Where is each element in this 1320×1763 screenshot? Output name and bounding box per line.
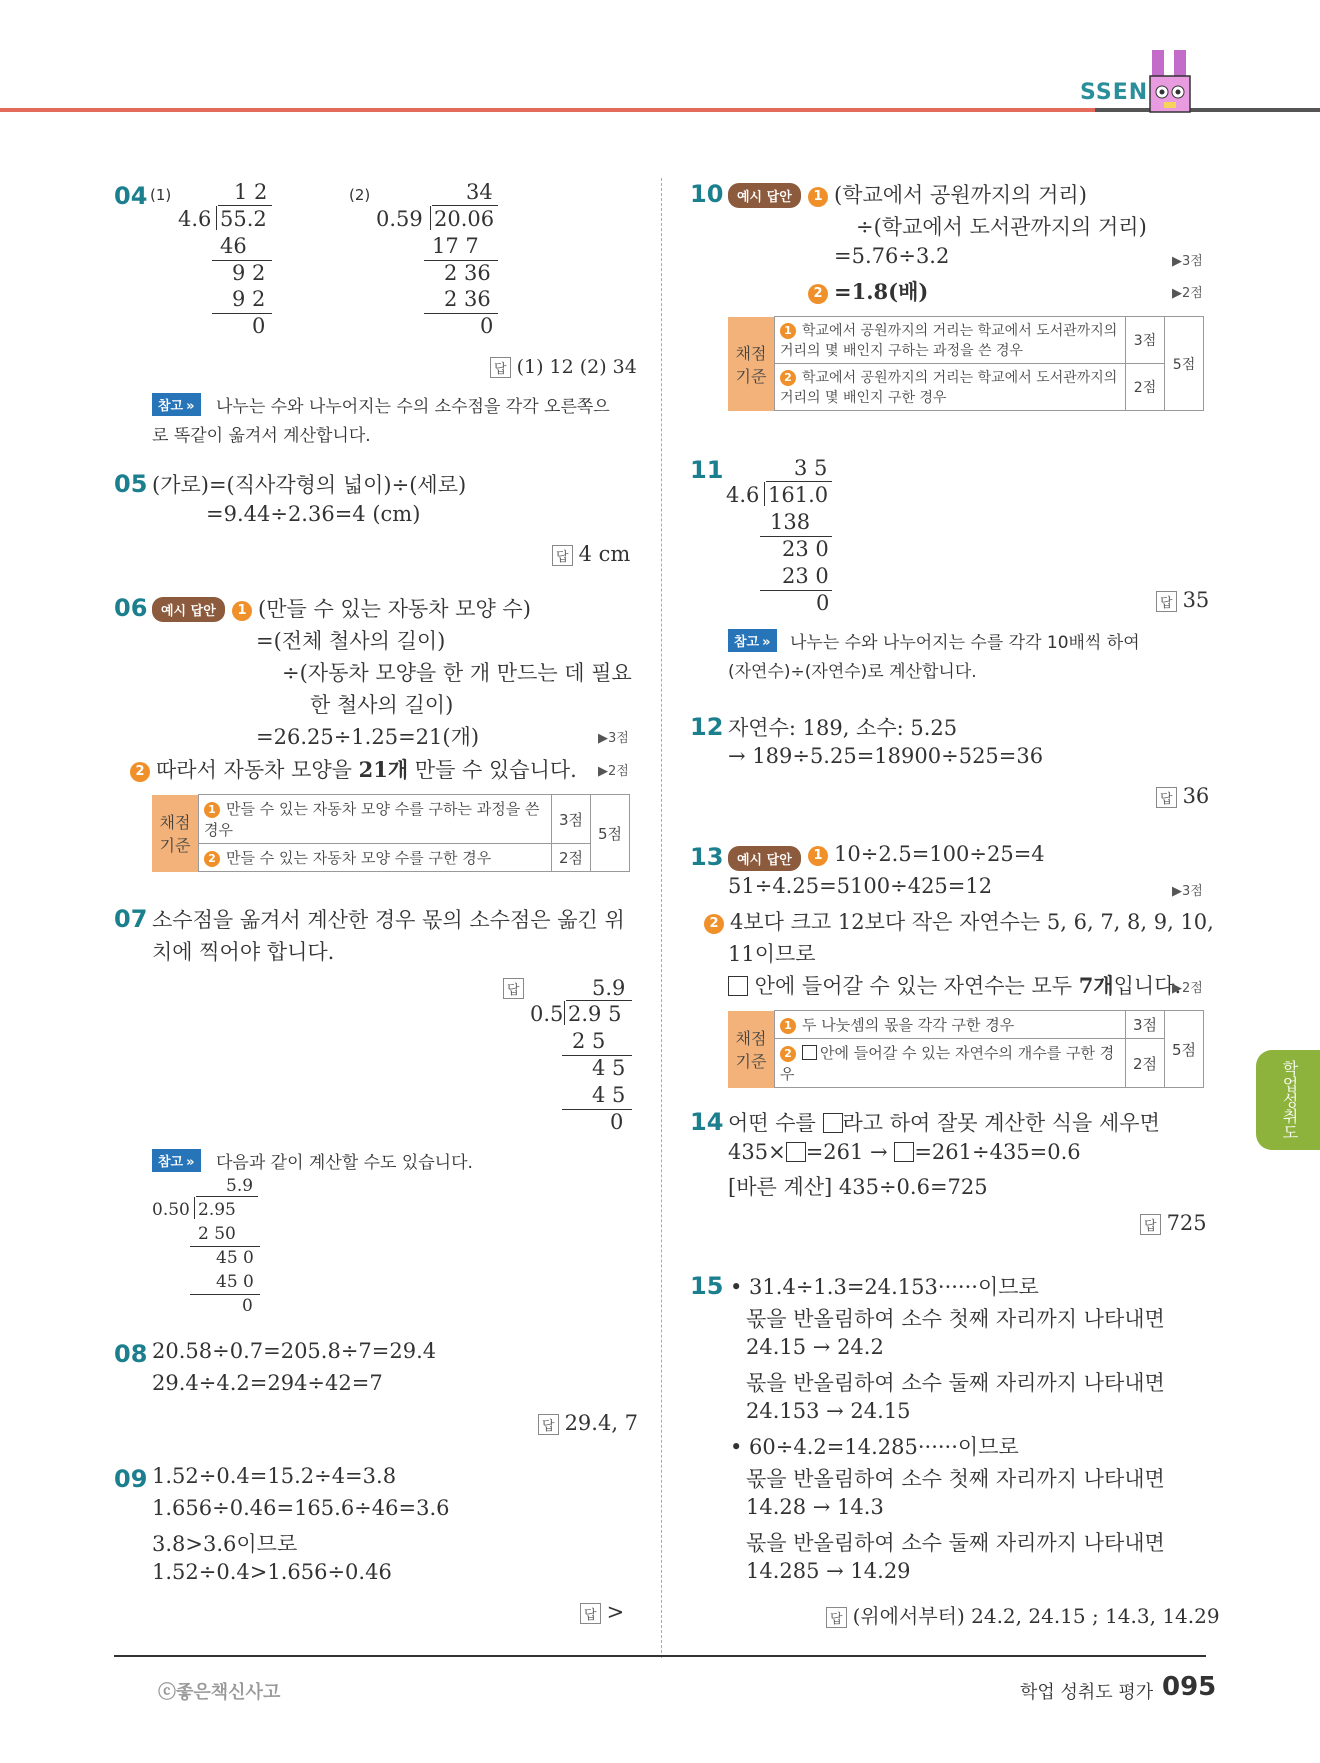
total-points: 5점 xyxy=(1165,1011,1204,1088)
criterion: 2 안에 들어갈 수 있는 자연수의 개수를 구한 경우 xyxy=(775,1039,1126,1088)
remainder-row: 0 xyxy=(610,1110,624,1134)
note-text: 나누는 수와 나누어지는 수를 각각 10배씩 하여 xyxy=(790,633,1140,653)
question-number: 07 xyxy=(114,905,148,933)
division-bar xyxy=(196,1196,258,1197)
solution-line: → 189÷5.25=18900÷525=36 xyxy=(728,744,1044,768)
scoring-table xyxy=(728,1010,1204,1088)
solution-line: 11이므로 xyxy=(728,942,816,966)
points: ▶2점 xyxy=(598,764,629,779)
remainder-row: 17 7 xyxy=(432,234,479,258)
answer-value: > xyxy=(606,1600,625,1624)
points: ▶2점 xyxy=(1172,286,1203,301)
question-number: 12 xyxy=(690,713,724,741)
footer-rule xyxy=(114,1655,1206,1657)
dividend: 2.95 xyxy=(198,1200,236,1220)
quotient: 34 xyxy=(466,180,493,204)
rule xyxy=(190,1294,260,1295)
answer xyxy=(538,1411,638,1435)
mascot-icon xyxy=(1146,44,1206,120)
text: 안에 들어갈 수 있는 자연수는 모두 xyxy=(748,974,1079,998)
text: 21개 xyxy=(358,757,409,782)
remainder-row: 2 50 xyxy=(198,1224,236,1244)
answer-label: 답 xyxy=(490,357,511,378)
text: 따라서 자동차 모양을 xyxy=(156,758,359,782)
divisor: 0.59 xyxy=(376,207,423,231)
solution-line: =(전체 철사의 길이) xyxy=(256,629,446,653)
divisor: 0.50 xyxy=(152,1200,190,1220)
answer xyxy=(1140,1211,1207,1235)
solution-line xyxy=(808,179,1087,209)
page-number: 095 xyxy=(1162,1672,1217,1702)
solution-line xyxy=(728,970,1181,1000)
solution-line: 20.58÷0.7=205.8÷7=29.4 xyxy=(152,1339,437,1363)
points: ▶3점 xyxy=(598,731,629,746)
question-number: 10 xyxy=(690,180,724,208)
remainder-row: 4 5 xyxy=(592,1056,626,1080)
note-text: 나누는 수와 나누어지는 수의 소수점을 각각 오른쪽으 xyxy=(216,397,610,417)
blank-box-icon xyxy=(823,1113,843,1133)
points: ▶3점 xyxy=(1172,254,1203,269)
step-1-icon: 1 xyxy=(808,846,828,866)
text: 7개 xyxy=(1078,973,1114,998)
scoring-label: 채점 기준 xyxy=(728,1011,775,1088)
answer-label: 답 xyxy=(1156,787,1177,808)
step-2-icon: 2 xyxy=(130,762,150,782)
text: 두 나눗셈의 몫을 각각 구한 경우 xyxy=(802,1016,1015,1034)
blank-box-icon xyxy=(802,1045,817,1060)
solution-line: 51÷4.25=5100÷425=12 xyxy=(728,874,993,898)
step-2-icon: 2 xyxy=(808,284,828,304)
answer-label: 답 xyxy=(826,1607,847,1628)
remainder-row: 46 xyxy=(220,234,247,258)
section-title: 학업 성취도 평가 xyxy=(1020,1682,1154,1703)
text: (학교에서 공원까지의 거리) xyxy=(834,183,1087,207)
text: 어떤 수를 xyxy=(728,1111,823,1135)
answer-value: 29.4, 7 xyxy=(564,1411,639,1435)
note-text: 로 똑같이 옮겨서 계산합니다. xyxy=(152,426,371,446)
publisher-name: ⓒ좋은책신사고 xyxy=(158,1682,281,1703)
solution-line: [바른 계산] 435÷0.6=725 xyxy=(728,1175,988,1199)
answer-label: 답 xyxy=(580,1603,601,1624)
question-number: 04 xyxy=(114,182,148,210)
solution-line xyxy=(808,276,928,306)
part-label: (1) xyxy=(150,186,172,204)
text: 안에 들어갈 수 있는 자연수의 개수를 구한 경우 xyxy=(780,1044,1115,1083)
quotient: 3 5 xyxy=(794,456,828,480)
remainder-row: 4 5 xyxy=(592,1083,626,1107)
scoring-label: 채점 기준 xyxy=(152,795,199,872)
solution-line: 몫을 반올림하여 소수 둘째 자리까지 나타내면 xyxy=(746,1371,1165,1395)
solution-line: 1.52÷0.4>1.656÷0.46 xyxy=(152,1560,392,1584)
step-1-icon: 1 xyxy=(232,601,252,621)
dividend: 55.2 xyxy=(220,207,267,231)
remainder-row: 0 xyxy=(252,314,266,338)
answer xyxy=(826,1600,1220,1629)
answer-label: 답 xyxy=(552,545,573,566)
text: 만들 수 있는 자동차 모양 수를 구하는 과정을 쓴 경우 xyxy=(204,800,540,839)
text: 만들 수 있는 자동차 모양 수를 구한 경우 xyxy=(226,849,492,867)
total-points: 5점 xyxy=(591,795,630,872)
criterion: 1 두 나눗셈의 몫을 각각 구한 경우 xyxy=(775,1011,1126,1039)
quotient: 1 2 xyxy=(234,180,268,204)
criterion-points: 2점 xyxy=(1126,364,1165,411)
answer xyxy=(490,354,637,378)
solution-line: 자연수: 189, 소수: 5.25 xyxy=(728,716,958,740)
remainder-row: 0 xyxy=(480,314,494,338)
division-bar xyxy=(766,481,832,482)
remainder-row: 45 0 xyxy=(216,1248,254,1268)
solution-line: 24.15 → 24.2 xyxy=(746,1335,884,1359)
remainder-row: 23 0 xyxy=(782,564,829,588)
remainder-row: 23 0 xyxy=(782,537,829,561)
answer-value: 725 xyxy=(1166,1211,1207,1235)
question-number: 09 xyxy=(114,1465,148,1493)
points: ▶2점 xyxy=(1172,981,1203,996)
solution-line: 몫을 반올림하여 소수 첫째 자리까지 나타내면 xyxy=(746,1307,1165,1331)
dividend: 20.06 xyxy=(434,207,495,231)
answer xyxy=(1156,588,1209,612)
question-number: 11 xyxy=(690,456,724,484)
answer xyxy=(552,542,630,566)
scoring-table xyxy=(728,316,1204,411)
division-bracket xyxy=(430,206,431,230)
solution-line: ÷(자동차 모양을 한 개 만드는 데 필요 xyxy=(282,661,632,685)
criterion-points: 2점 xyxy=(1126,1039,1165,1088)
solution-line: 몫을 반올림하여 소수 첫째 자리까지 나타내면 xyxy=(746,1467,1165,1491)
quotient: 5.9 xyxy=(226,1176,254,1196)
blank-box-icon xyxy=(728,976,748,996)
divisor: 0.5 xyxy=(530,1002,564,1026)
note-label: 참고 » xyxy=(728,629,777,652)
solution-line: 1.656÷0.46=165.6÷46=3.6 xyxy=(152,1496,450,1520)
header-rule-dark xyxy=(1095,108,1320,112)
text: (만들 수 있는 자동차 모양 수) xyxy=(258,597,531,621)
criterion: 2 학교에서 공원까지의 거리는 학교에서 도서관까지의 거리의 몇 배인지 구한 경우 xyxy=(775,364,1126,411)
solution-line: • 60÷4.2=14.285······이므로 xyxy=(730,1435,1019,1459)
criterion-points: 3점 xyxy=(1126,317,1165,364)
example-answer-badge: 예시 답안 xyxy=(152,597,225,622)
question-number: 08 xyxy=(114,1340,148,1368)
solution-line xyxy=(704,906,1214,936)
solution-line xyxy=(728,1139,1081,1164)
points: ▶3점 xyxy=(1172,884,1203,899)
note-label: 참고 » xyxy=(152,393,201,416)
solution-line: =9.44÷2.36=4 (cm) xyxy=(206,502,421,526)
brand-logo: SSEN xyxy=(1080,80,1149,105)
part-label: (2) xyxy=(349,186,371,204)
remainder-row: 0 xyxy=(242,1296,253,1316)
solution-line xyxy=(130,754,577,784)
scoring-label: 채점 기준 xyxy=(728,317,775,411)
criterion-points: 3점 xyxy=(552,795,591,844)
remainder-row: 0 xyxy=(816,591,830,615)
example-answer-badge: 예시 답안 xyxy=(728,183,801,208)
answer-label: 답 xyxy=(503,978,524,999)
solution-line: 24.153 → 24.15 xyxy=(746,1399,911,1423)
text: 입니다. xyxy=(1113,974,1182,998)
solution-line: 1.52÷0.4=15.2÷4=3.8 xyxy=(152,1464,397,1488)
text: 학교에서 공원까지의 거리는 학교에서 도서관까지의 거리의 몇 배인지 구한 경우 xyxy=(780,370,1118,406)
answer-label: 답 xyxy=(1156,591,1177,612)
solution-line: (가로)=(직사각형의 넓이)÷(세로) xyxy=(152,473,467,497)
dividend: 161.0 xyxy=(768,483,829,507)
solution-line xyxy=(232,593,531,623)
text: 435× xyxy=(728,1140,786,1164)
answer-label: 답 xyxy=(538,1414,559,1435)
solution-line: 3.8>3.6이므로 xyxy=(152,1532,298,1556)
question-number: 15 xyxy=(690,1272,724,1300)
solution-line: =5.76÷3.2 xyxy=(834,244,950,268)
solution-line: • 31.4÷1.3=24.153······이므로 xyxy=(730,1275,1039,1299)
remainder-row: 2 36 xyxy=(444,287,491,311)
dividend: 2.9 5 xyxy=(568,1002,622,1026)
criterion: 2 만들 수 있는 자동차 모양 수를 구한 경우 xyxy=(199,844,552,872)
solution-line: 14.28 → 14.3 xyxy=(746,1495,884,1519)
section-side-tab[interactable] xyxy=(1256,1050,1320,1150)
remainder-row: 9 2 xyxy=(232,261,266,285)
division-bar xyxy=(566,1000,632,1001)
remainder-row: 2 36 xyxy=(444,261,491,285)
remainder-row: 138 xyxy=(770,510,811,534)
solution-line xyxy=(728,1107,1160,1137)
total-points: 5점 xyxy=(1165,317,1204,411)
text: =261 → xyxy=(805,1140,895,1164)
column-separator xyxy=(661,178,662,1658)
scoring-table xyxy=(152,794,630,872)
solution-line: ÷(학교에서 도서관까지의 거리) xyxy=(856,215,1147,239)
blank-box-icon xyxy=(894,1142,914,1162)
solution-line: 몫을 반올림하여 소수 둘째 자리까지 나타내면 xyxy=(746,1531,1165,1555)
step-1-icon: 1 xyxy=(808,187,828,207)
answer-value: (1) 12 (2) 34 xyxy=(516,356,637,378)
text: 만들 수 있습니다. xyxy=(408,758,577,782)
answer xyxy=(580,1600,624,1624)
solution-line: 29.4÷4.2=294÷42=7 xyxy=(152,1371,383,1395)
division-bracket xyxy=(194,1197,195,1219)
criterion-points: 3점 xyxy=(1126,1011,1165,1039)
remainder-row: 9 2 xyxy=(232,287,266,311)
division-bracket xyxy=(564,1001,565,1025)
question-number: 13 xyxy=(690,843,724,871)
criterion: 1 학교에서 공원까지의 거리는 학교에서 도서관까지의 거리의 몇 배인지 구하는 과정을 쓴 경우 xyxy=(775,317,1126,364)
text: 10÷2.5=100÷25=4 xyxy=(834,842,1045,866)
answer xyxy=(1156,784,1209,808)
remainder-row: 45 0 xyxy=(216,1272,254,1292)
answer-label: 답 xyxy=(1140,1214,1161,1235)
note-text: 다음과 같이 계산할 수도 있습니다. xyxy=(216,1153,473,1173)
solution-line: 14.285 → 14.29 xyxy=(746,1559,911,1583)
division-bar xyxy=(218,205,272,206)
quotient: 5.9 xyxy=(592,976,626,1000)
answer-value: 35 xyxy=(1182,588,1210,612)
example-answer-badge: 예시 답안 xyxy=(728,846,801,871)
remainder-row: 2 5 xyxy=(572,1029,606,1053)
blank-box-icon xyxy=(786,1142,806,1162)
side-tab-label: 학업성취도 xyxy=(1280,1060,1299,1140)
question-number: 14 xyxy=(690,1108,724,1136)
solution-line: 한 철사의 길이) xyxy=(310,693,454,717)
note-label: 참고 » xyxy=(152,1149,201,1172)
rule xyxy=(190,1246,260,1247)
text: 라고 하여 잘못 계산한 식을 세우면 xyxy=(842,1111,1160,1135)
text: 학교에서 공원까지의 거리는 학교에서 도서관까지의 거리의 몇 배인지 구하는 과정을 쓴 경우 xyxy=(780,323,1118,359)
criterion: 1 만들 수 있는 자동차 모양 수를 구하는 과정을 쓴 경우 xyxy=(199,795,552,844)
solution-line xyxy=(808,842,1045,866)
note-text: (자연수)÷(자연수)로 계산합니다. xyxy=(728,662,977,682)
division-bracket xyxy=(764,482,765,506)
text: =261÷435=0.6 xyxy=(914,1140,1081,1164)
answer-value: 36 xyxy=(1182,784,1210,808)
text: 4보다 크고 12보다 작은 자연수는 5, 6, 7, 8, 9, 10, xyxy=(730,910,1214,934)
text: =1.8(배) xyxy=(834,279,929,304)
criterion-points: 2점 xyxy=(552,844,591,872)
division-bar xyxy=(432,205,498,206)
solution-line: 소수점을 옮겨서 계산한 경우 몫의 소수점은 옮긴 위 xyxy=(152,908,625,932)
question-number: 05 xyxy=(114,470,148,498)
step-2-icon: 2 xyxy=(704,914,724,934)
answer-value: 4 cm xyxy=(578,542,631,566)
solution-line: 치에 찍어야 합니다. xyxy=(152,940,335,964)
division-bracket xyxy=(216,206,217,230)
answer-value: (위에서부터) 24.2, 24.15 ; 14.3, 14.29 xyxy=(852,1604,1220,1628)
divisor: 4.6 xyxy=(178,207,212,231)
question-number: 06 xyxy=(114,594,148,622)
divisor: 4.6 xyxy=(726,483,760,507)
solution-line: =26.25÷1.25=21(개) xyxy=(256,725,480,749)
